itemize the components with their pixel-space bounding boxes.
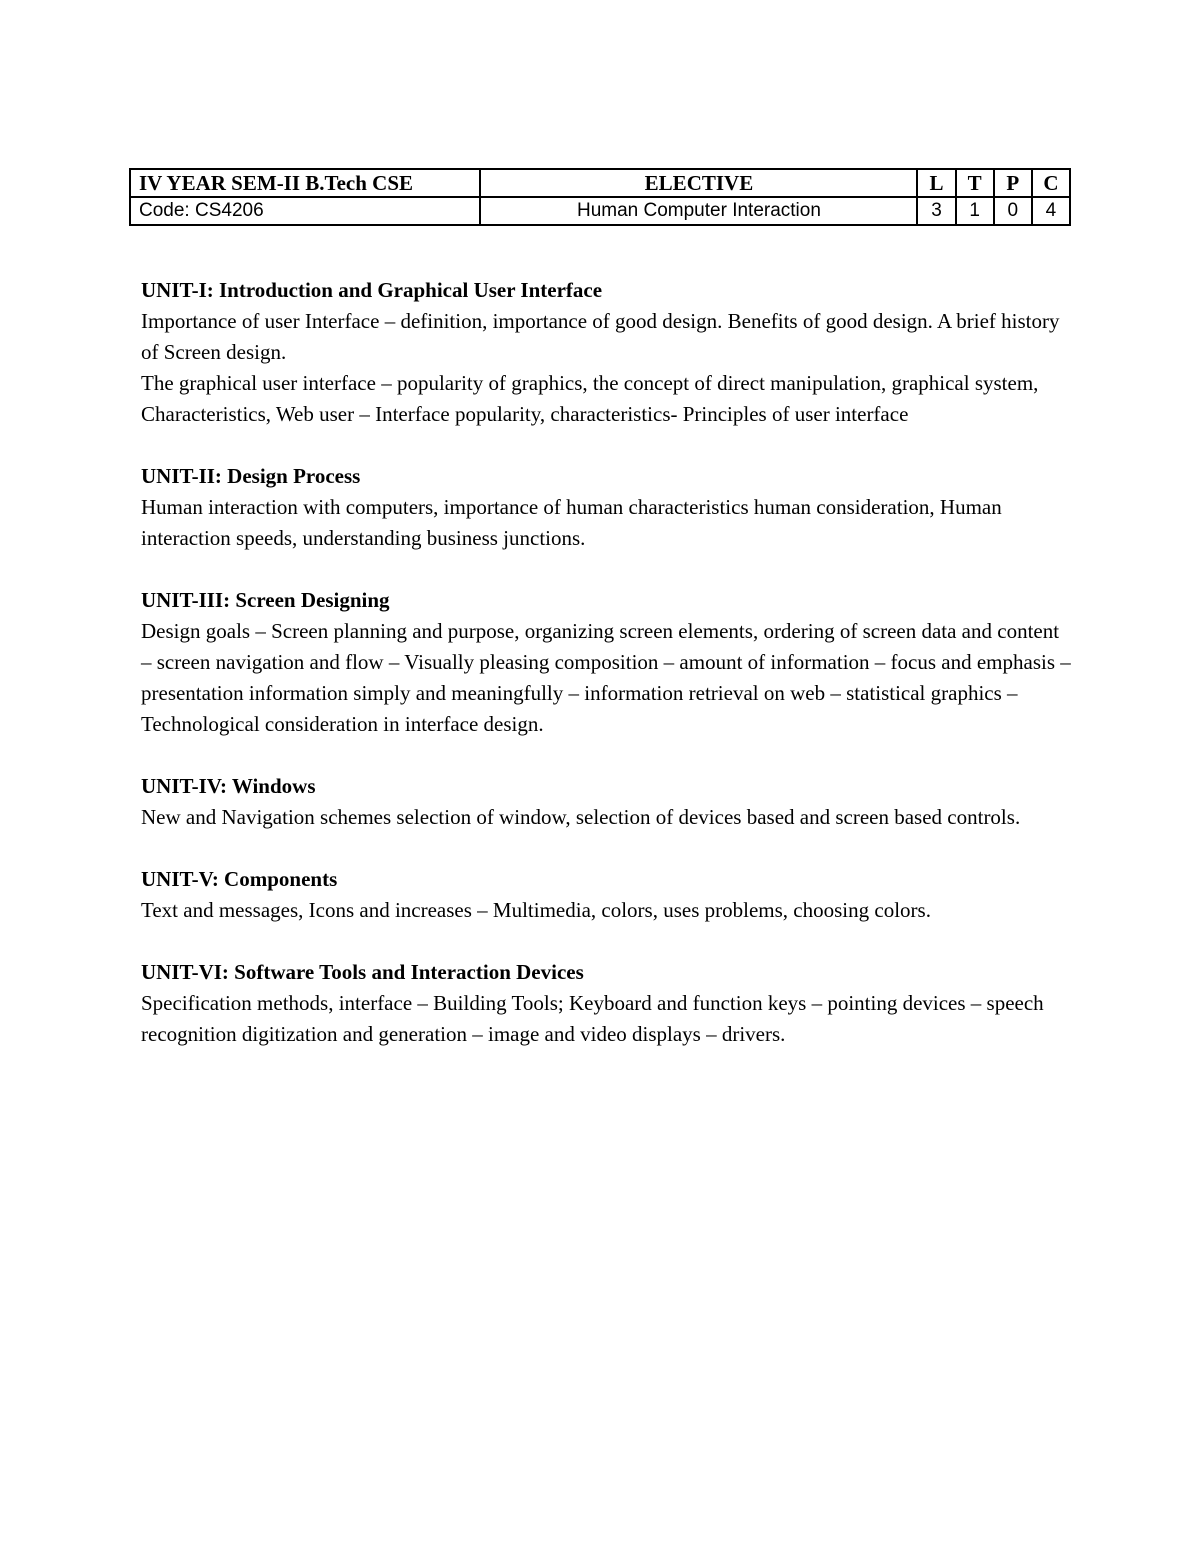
- unit-2: [141, 461, 1071, 554]
- year-semester-cell: IV YEAR SEM-II B.Tech CSE: [130, 169, 480, 197]
- unit-3: [141, 585, 1071, 740]
- unit-title: UNIT-III: Screen Designing: [141, 588, 390, 612]
- unit-title: UNIT-IV: Windows: [141, 774, 316, 798]
- unit-title: UNIT-VI: Software Tools and Interaction Devices: [141, 960, 584, 984]
- syllabus-units: [141, 275, 1071, 1081]
- course-code-cell: Code: CS4206: [130, 197, 480, 225]
- tutorial-value-cell: 1: [956, 197, 994, 225]
- unit-6: [141, 957, 1071, 1050]
- unit-paragraph: Human interaction with computers, importance of human characteristics human consideration, Human interaction speeds, understanding business junctions.: [141, 495, 1002, 550]
- unit-4: [141, 771, 1071, 833]
- category-cell: ELECTIVE: [480, 169, 917, 197]
- tutorial-header-cell: T: [956, 169, 994, 197]
- unit-title: UNIT-II: Design Process: [141, 464, 361, 488]
- unit-paragraph: New and Navigation schemes selection of window, selection of devices based and screen based controls.: [141, 805, 1021, 829]
- unit-paragraph: Text and messages, Icons and increases – Multimedia, colors, uses problems, choosing colors.: [141, 898, 931, 922]
- practical-value-cell: 0: [994, 197, 1032, 225]
- unit-title: UNIT-I: Introduction and Graphical User Interface: [141, 278, 603, 302]
- unit-title: UNIT-V: Components: [141, 867, 338, 891]
- credits-value-cell: 4: [1032, 197, 1070, 225]
- unit-paragraph: The graphical user interface – popularity of graphics, the concept of direct manipulation, graphical system, Characteristics, Web user – Interface popularity, characteristics- Principles of user interface: [141, 371, 1039, 426]
- unit-5: [141, 864, 1071, 926]
- credits-header-cell: C: [1032, 169, 1070, 197]
- course-table-data-row: [130, 197, 1070, 225]
- unit-paragraph: Specification methods, interface – Building Tools; Keyboard and function keys – pointing devices – speech recognition digitization and generation – image and video displays – drivers.: [141, 991, 1044, 1046]
- unit-paragraph: Importance of user Interface – definition, importance of good design. Benefits of good design. A brief history of Screen design.: [141, 309, 1060, 364]
- unit-1: [141, 275, 1071, 430]
- course-info-table: [129, 168, 1071, 226]
- unit-paragraph: Design goals – Screen planning and purpose, organizing screen elements, ordering of screen data and content – screen navigation and flow – Visually pleasing composition – amount of information – focus and emphasis – presentation information simply and meaningfully – information retrieval on web – statistical graphics – Technological consideration in interface design.: [141, 619, 1071, 736]
- lecture-value-cell: 3: [917, 197, 955, 225]
- practical-header-cell: P: [994, 169, 1032, 197]
- course-table-header-row: [130, 169, 1070, 197]
- course-subject-cell: Human Computer Interaction: [480, 197, 917, 225]
- lecture-header-cell: L: [917, 169, 955, 197]
